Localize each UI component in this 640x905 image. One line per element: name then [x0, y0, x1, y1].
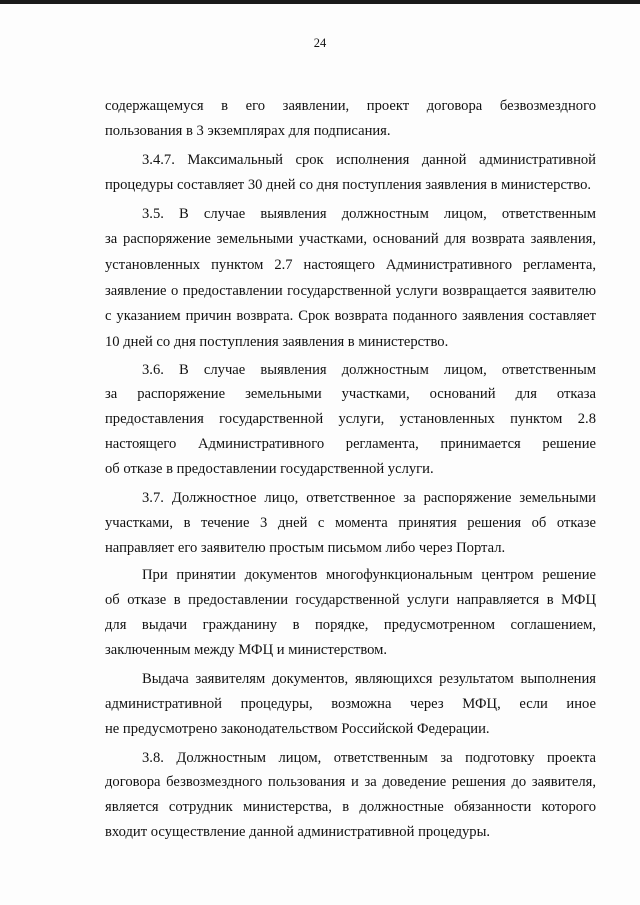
text-line: направляет его заявителю простым письмом либо через Портал. — [105, 540, 506, 556]
text-line: установленных пунктом 2.7 настоящего Административного регламента, — [105, 257, 596, 273]
text-line: договора безвозмездного пользования и за доведение решения до заявителя, — [105, 774, 596, 790]
text-line: 3.8. Должностным лицом, ответственным за подготовку проекта — [142, 750, 596, 766]
text-line: предоставления государственной услуги, установленных пунктом 2.8 — [105, 411, 596, 427]
text-line: содержащемуся в его заявлении, проект договора безвозмездного — [105, 98, 596, 114]
text-line: для выдачи гражданину в порядке, предусмотренном соглашением, — [105, 617, 596, 633]
text-line: об отказе в предоставлении государственной услуги. — [105, 461, 434, 477]
text-line: административной процедуры, возможна через МФЦ, если иное — [105, 696, 596, 712]
text-line: При принятии документов многофункциональным центром решение — [142, 567, 596, 583]
text-line: заключенным между МФЦ и министерством. — [105, 642, 388, 658]
text-line: 3.7. Должностное лицо, ответственное за распоряжение земельными — [142, 490, 596, 506]
text-line: 10 дней со дня поступления заявления в министерство. — [105, 334, 449, 350]
text-line: Выдача заявителям документов, являющихся результатом выполнения — [142, 671, 596, 687]
text-line: 3.5. В случае выявления должностным лицом, ответственным — [142, 206, 596, 222]
text-line: за распоряжение земельными участками, оснований для отказа — [105, 386, 596, 402]
text-line: является сотрудник министерства, в должностные обязанности которого — [105, 799, 596, 815]
text-line: 3.6. В случае выявления должностным лицом, ответственным — [142, 362, 596, 378]
text-line: процедуры составляет 30 дней со дня поступления заявления в министерство. — [105, 177, 592, 193]
text-line: входит осуществление данной административной процедуры. — [105, 824, 491, 840]
text-line: пользования в 3 экземплярах для подписания. — [105, 123, 391, 139]
text-line: настоящего Административного регламента, принимается решение — [105, 436, 596, 452]
text-line: 3.4.7. Максимальный срок исполнения данной административной — [142, 152, 596, 168]
text-line: заявление о предоставлении государственной услуги возвращается заявителю — [105, 283, 596, 299]
text-line: участками, в течение 3 дней с момента принятия решения об отказе — [105, 515, 596, 531]
text-line: не предусмотрено законодательством Российской Федерации. — [105, 721, 490, 737]
page-number: 24 — [313, 36, 327, 50]
top-border-line — [0, 0, 640, 4]
text-line: об отказе в предоставлении государственной услуги направляется в МФЦ — [105, 592, 596, 608]
text-line: за распоряжение земельными участками, оснований для возврата заявления, — [105, 231, 596, 247]
text-line: с указанием причин возврата. Срок возврата поданного заявления составляет — [105, 308, 596, 324]
